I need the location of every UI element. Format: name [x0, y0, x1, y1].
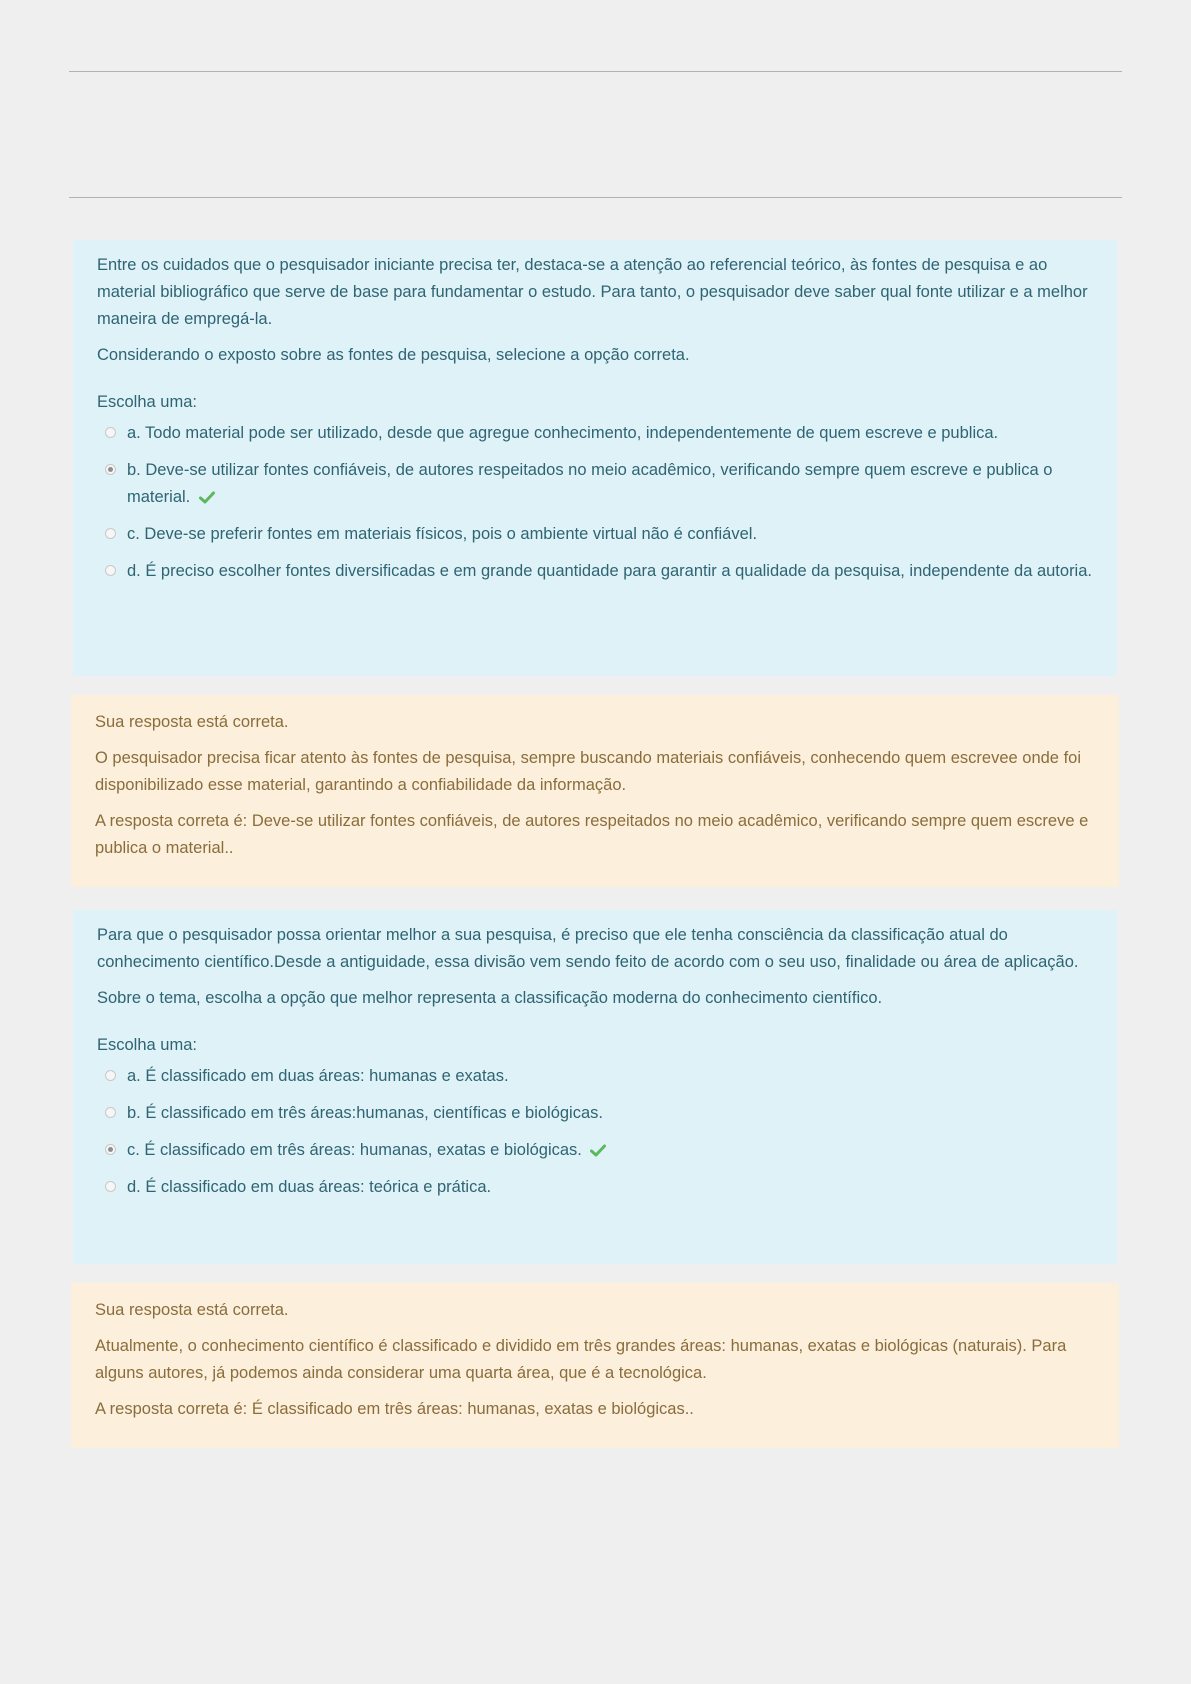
question-2-instruction: Sobre o tema, escolha a opção que melhor representa a classificação moderna do conhecimento científico. [97, 989, 883, 1007]
question-1 [73, 240, 1117, 676]
option-text: a. Todo material pode ser utilizado, desde que agregue conhecimento, independentemente de quem escreve e publica. [127, 424, 999, 442]
radio-button[interactable] [105, 565, 116, 576]
feedback-2-explanation: Atualmente, o conhecimento científico é classificado e dividido em três grandes áreas: humanas, exatas e biológicas (naturais). Para alguns autores, já podemos ainda considerar uma quarta área, que é a tecnológica. [95, 1337, 1067, 1382]
radio-button[interactable] [105, 1070, 116, 1081]
question-1-option-a[interactable] [97, 420, 1093, 447]
check-icon [590, 1144, 606, 1157]
top-divider [69, 71, 1122, 72]
question-1-choose-label: Escolha uma: [97, 393, 197, 411]
option-text: d. É preciso escolher fontes diversificadas e em grande quantidade para garantir a qualidade da pesquisa, independente da autoria. [127, 562, 1092, 580]
question-2-option-c[interactable] [97, 1137, 1093, 1164]
option-text: b. Deve-se utilizar fontes confiáveis, de autores respeitados no meio acadêmico, verificando sempre quem escreve e publica o material. [127, 461, 1053, 506]
option-text: c. É classificado em três áreas: humanas, exatas e biológicas. [127, 1141, 582, 1159]
question-2-choose-label: Escolha uma: [97, 1036, 197, 1054]
option-text: a. É classificado em duas áreas: humanas e exatas. [127, 1067, 509, 1085]
question-1-prompt: Entre os cuidados que o pesquisador iniciante precisa ter, destaca-se a atenção ao referencial teórico, às fontes de pesquisa e ao material bibliográfico que serve de base para fundamentar o estudo. Para tanto, o pesquisador deve saber qual fonte utilizar e a melhor maneira de empregá-la. [97, 256, 1088, 328]
question-1-option-c[interactable] [97, 521, 1093, 548]
feedback-2-status: Sua resposta está correta. [95, 1301, 289, 1319]
question-2 [73, 910, 1117, 1264]
feedback-1-explanation: O pesquisador precisa ficar atento às fontes de pesquisa, sempre buscando materiais confiáveis, conhecendo quem escrevee onde foi disponibilizado esse material, garantindo a confiabilidade da informação. [95, 749, 1081, 794]
question-2-option-d[interactable] [97, 1174, 1093, 1201]
option-text: c. Deve-se preferir fontes em materiais físicos, pois o ambiente virtual não é confiável. [127, 525, 758, 543]
feedback-1 [71, 695, 1119, 887]
option-text: d. É classificado em duas áreas: teórica e prática. [127, 1178, 492, 1196]
question-1-option-d[interactable] [97, 558, 1093, 585]
radio-button-selected[interactable] [105, 464, 116, 475]
radio-button[interactable] [105, 1181, 116, 1192]
radio-button[interactable] [105, 427, 116, 438]
question-2-prompt: Para que o pesquisador possa orientar melhor a sua pesquisa, é preciso que ele tenha consciência da classificação atual do conhecimento científico.Desde a antiguidade, essa divisão vem sendo feito de acordo com o seu uso, finalidade ou área de aplicação. [97, 926, 1079, 971]
radio-button-selected[interactable] [105, 1144, 116, 1155]
question-2-option-b[interactable] [97, 1100, 1093, 1127]
feedback-2-correct-answer: A resposta correta é: É classificado em três áreas: humanas, exatas e biológicas.. [95, 1400, 694, 1418]
header-divider [69, 197, 1122, 198]
option-text: b. É classificado em três áreas:humanas, científicas e biológicas. [127, 1104, 603, 1122]
question-2-option-a[interactable] [97, 1063, 1093, 1090]
check-icon [199, 491, 215, 504]
question-1-option-b[interactable] [97, 457, 1093, 511]
feedback-2 [71, 1283, 1119, 1448]
feedback-1-correct-answer: A resposta correta é: Deve-se utilizar fontes confiáveis, de autores respeitados no meio acadêmico, verificando sempre quem escreve e publica o material.. [95, 812, 1089, 857]
question-1-instruction: Considerando o exposto sobre as fontes de pesquisa, selecione a opção correta. [97, 346, 690, 364]
radio-button[interactable] [105, 528, 116, 539]
feedback-1-status: Sua resposta está correta. [95, 713, 289, 731]
radio-button[interactable] [105, 1107, 116, 1118]
